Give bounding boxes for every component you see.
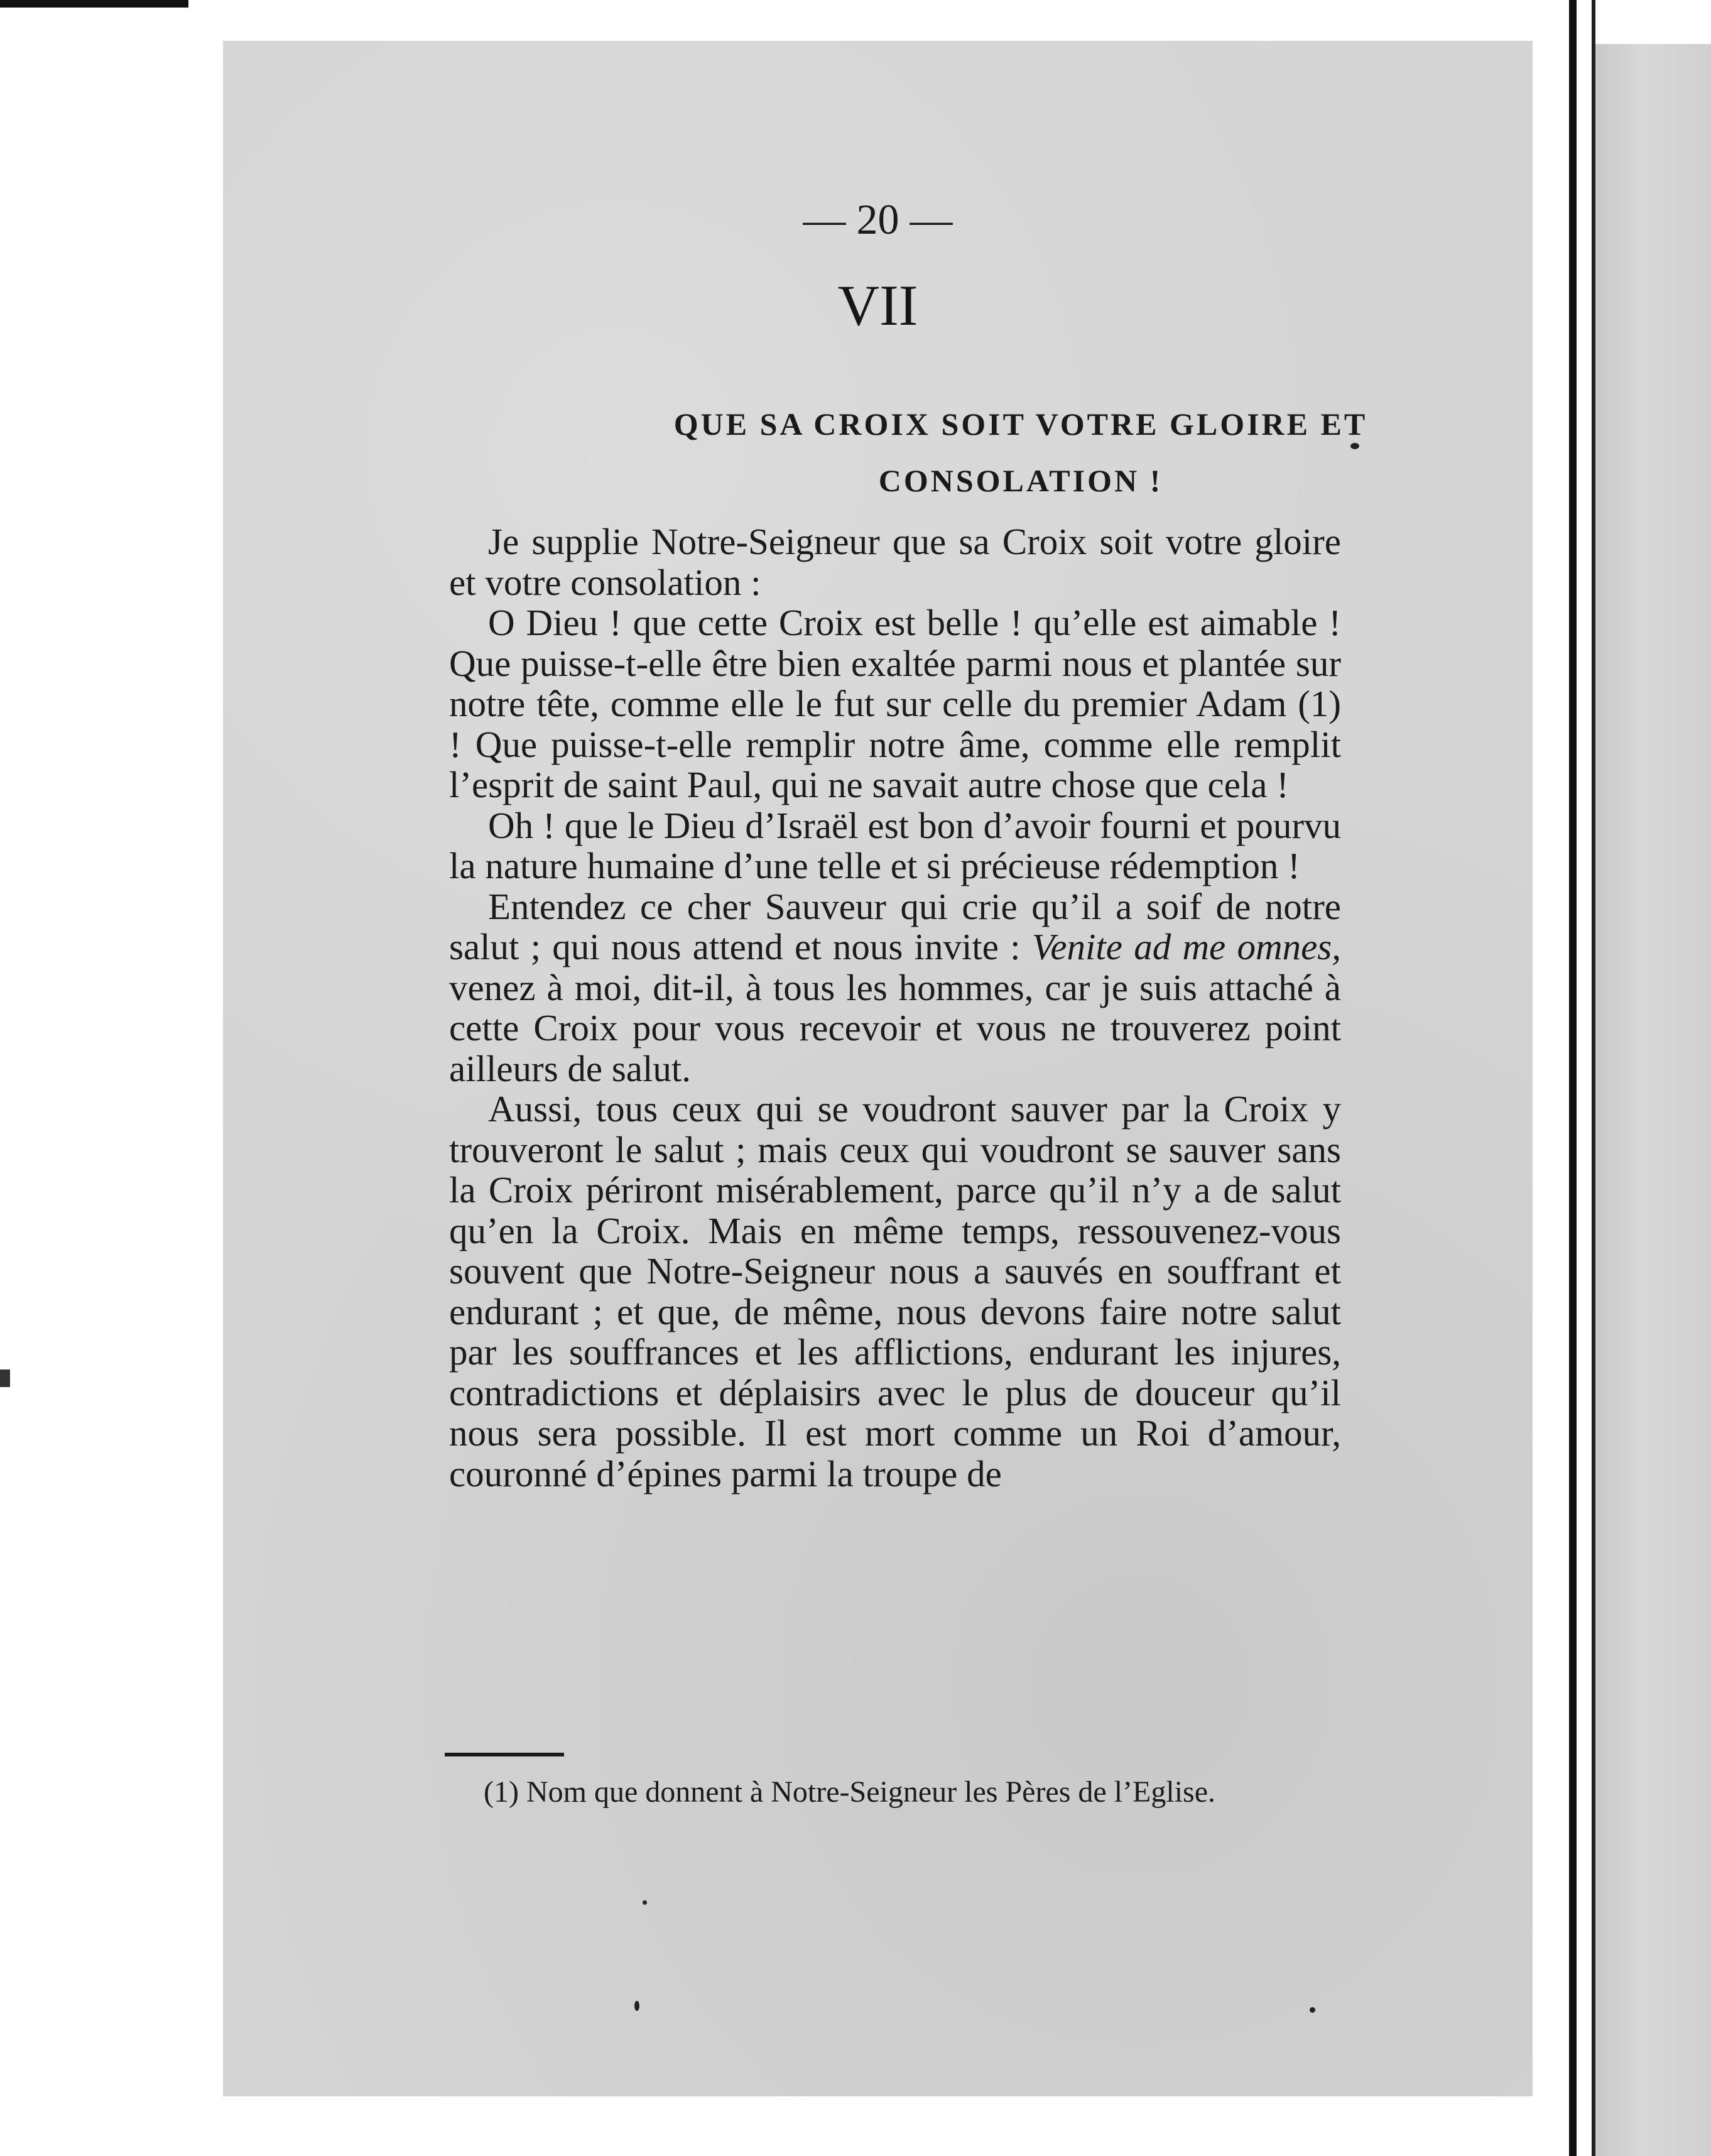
paragraph: Oh ! que le Dieu d’Israël est bon d’avoir fourni et pourvu la nature humaine d’une telle et si précieuse rédemption !	[449, 804, 1341, 886]
chapter-title-line-2: CONSOLATION !	[878, 463, 1163, 498]
paragraph: O Dieu ! que cette Croix est belle ! qu’elle est aimable ! Que puisse-t-elle être bien exaltée parmi nous et plantée sur notre tête, comme elle le fut sur celle du premier Adam (1) ! Que puisse-t-elle remplir notre âme, comme elle remplit l’esprit de saint Paul, qui ne savait autre chose que cela !	[449, 602, 1341, 805]
body-text	[449, 521, 1341, 1494]
print-speck	[634, 2001, 639, 2011]
print-speck	[643, 1900, 647, 1905]
chapter-title	[493, 396, 1548, 509]
page-number: — 20 —	[803, 195, 953, 243]
paragraph-text: venez à moi, dit-il, à tous les hommes, car je suis attaché à cette Croix pour vous recevoir et vous ne trouverez point ailleurs de salut.	[449, 966, 1341, 1089]
facing-page-edge	[1595, 44, 1711, 2156]
paragraph: Je supplie Notre-Seigneur que sa Croix soit votre gloire et votre consolation :	[449, 521, 1341, 603]
page-gutter-line	[1569, 0, 1577, 2156]
print-speck	[1310, 2007, 1315, 2013]
chapter-number: VII	[837, 273, 918, 337]
footnote: (1) Nom que donnent à Notre-Seigneur les Pères de l’Eglise.	[484, 1775, 1216, 1809]
paragraph-text: Entendez ce cher Sauveur qui crie qu’il a soif de notre salut ; qui nous attend et nous invite :	[449, 885, 1341, 967]
paragraph: Aussi, tous ceux qui se voudront sauver par la Croix y trouveront le salut ; mais ceux qui voudront se sauver sans la Croix périront misérablement, parce qu’il n’y a de salut qu’en la Croix. Mais en même temps, ressouvenez-vous souvent que Notre-Seigneur nous a sauvés en souffrant et endurant ; et que, de même, nous devons faire notre salut par les souffrances et les afflictions, endurant les injures, contradictions et déplaisirs avec le plus de douceur qu’il nous sera possible. Il est mort comme un Roi d’amour, couronné d’épines parmi la troupe de	[449, 1088, 1341, 1494]
latin-quotation: Venite ad me omnes,	[1031, 926, 1341, 967]
scan-edge-mark	[0, 1369, 10, 1387]
print-speck	[1350, 443, 1359, 449]
scan-top-border-gap	[188, 0, 1711, 8]
chapter-title-line-1: QUE SA CROIX SOIT VOTRE GLOIRE ET	[673, 406, 1368, 442]
paragraph	[449, 886, 1341, 1089]
footnote-divider	[445, 1753, 564, 1756]
